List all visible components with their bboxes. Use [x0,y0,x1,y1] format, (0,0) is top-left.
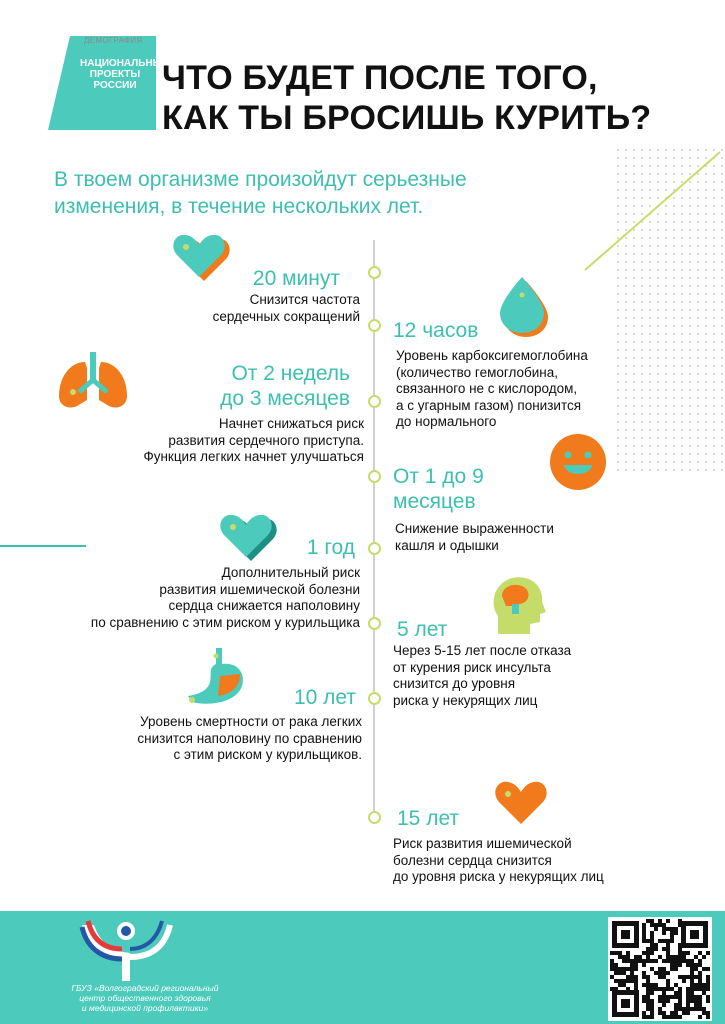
timeline-node [368,617,381,630]
milestone-10-years-text [60,714,362,764]
text-line: сердца снижается наполовину [168,598,360,613]
text-line: сердечных сокращений [212,308,360,324]
text-line: связанного не с кислородом, [396,381,578,396]
milestone-10-years-heading: 10 лет [293,686,356,709]
milestone-12-h-heading: 12 часов [393,319,479,342]
milestone-5-years-heading: 5 лет [397,618,448,641]
text-line: до нормального [396,414,497,429]
text-line: снизится наполовину по сравнению [137,730,362,746]
heading-line: От 2 недель [231,362,350,385]
page-subtitle [54,166,554,220]
milestone-1-year-text [20,565,360,631]
milestone-15-years-text [393,836,703,886]
text-line: Начнет снижаться риск [218,416,364,431]
milestone-15-years-heading: 15 лет [397,807,460,830]
text-line: развития ишемической болезни [159,581,360,597]
text-line: снизится до уровня [393,676,516,691]
text-line: и медицинской профилактики» [81,1003,209,1013]
text-line: риска у некурящих лиц [393,692,538,708]
milestone-2-weeks-text [60,416,364,466]
qr-code-icon[interactable] [608,917,712,1021]
timeline-node [368,692,381,705]
subtitle-line-1: В твоем организме произойдут серьезные [54,168,467,191]
text-line: развития сердечного приступа. [168,432,364,448]
text-line: от курения риск инсульта [393,659,551,675]
milestone-1-9-months-heading [393,464,593,514]
timeline-node [368,542,381,555]
organization-name [50,983,240,1013]
subtitle-line-2: изменения, в течение нескольких лет. [54,195,424,218]
text-line: (количество гемоглобина, [396,364,559,380]
timeline-node [368,811,381,824]
text-line: до уровня риска у некурящих лиц [393,869,604,884]
text-line: центр общественного здоровья [79,993,211,1003]
milestone-1-year-heading: 1 год [306,536,355,559]
text-line: болезни сердца снизится [393,852,552,868]
page-title [162,58,722,138]
timeline-node [368,395,381,408]
logo-name: НАЦИОНАЛЬНЫЕ ПРОЕКТЫ РОССИИ [80,58,170,91]
timeline-node [368,470,381,483]
milestone-20-min-text [120,292,360,325]
text-line: по сравнению с этим риском у курильщика [90,614,360,630]
text-line: кашля и одышки [395,537,499,553]
milestone-2-weeks-heading [150,361,350,411]
text-line: Снижение выраженности [395,521,554,536]
text-line: Риск развития ишемической [393,836,572,851]
milestone-20-min-heading: 20 минут [252,267,340,290]
title-line-2: КАК ТЫ БРОСИШЬ КУРИТЬ? [162,99,652,137]
milestone-5-years-text [393,643,703,709]
text-line: ГБУЗ «Волгоградский региональный [71,983,219,993]
heading-line: месяцев [393,490,476,513]
text-line: Уровень карбоксигемоглобина [396,348,588,363]
text-line: Через 5-15 лет после отказа [393,643,572,658]
timeline-node [368,319,381,332]
text-line: с этим риском у курильщиков. [173,747,362,762]
milestone-12-h-text [396,348,696,431]
heading-line: От 1 до 9 [393,465,484,488]
text-line: Дополнительный риск [221,565,360,580]
text-line: а с угарным газом) понизится [396,397,582,413]
lungs-icon [55,352,131,412]
logo-category: ДЕМОГРАФИЯ [84,36,143,45]
text-line: Функция легких начнет улучшаться [143,449,364,464]
organization-logo-icon [78,913,174,983]
timeline-node [368,266,381,279]
text-line: Уровень смертности от рака легких [139,714,362,729]
heading-line: до 3 месяцев [220,387,350,410]
milestone-1-9-months-text [395,521,695,554]
text-line: Снизится частота [249,292,360,307]
title-line-1: ЧТО БУДЕТ ПОСЛЕ ТОГО, [162,59,598,97]
